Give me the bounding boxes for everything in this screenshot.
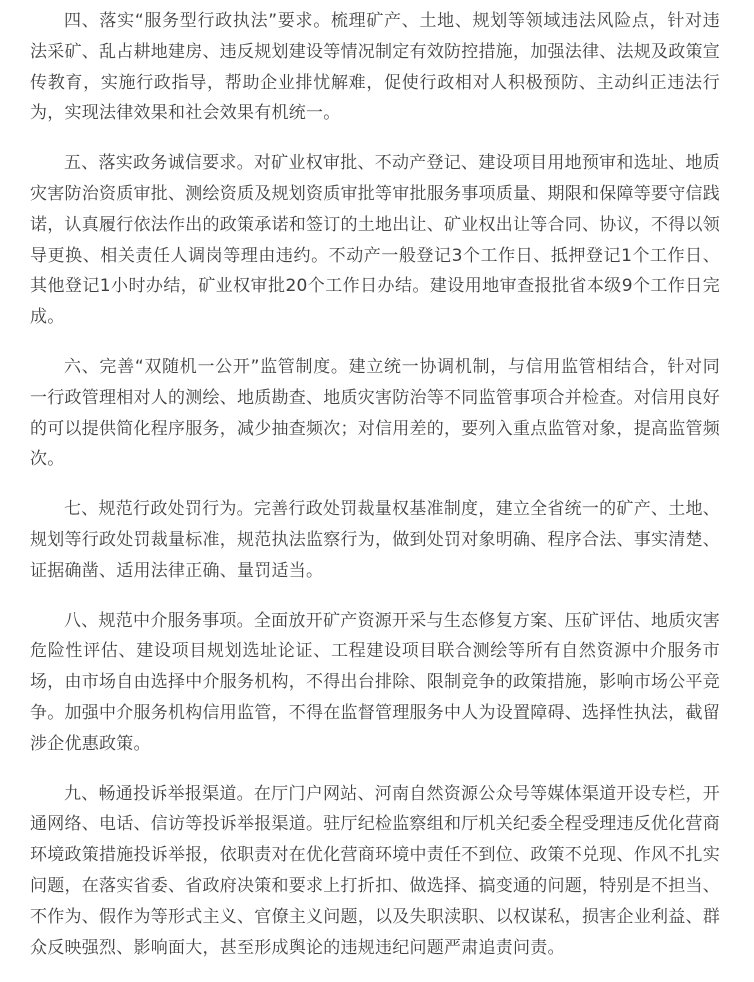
paragraph-item-4: 四、落实“服务型行政执法”要求。梳理矿产、土地、规划等领域违法风险点，针对违法采矿、乱占耕地建房、违反规划建设等情况制定有效防控措施，加强法律、法规及政策宣传教育，实施行政指导，帮助企业排忧解难，促使行政相对人积极预防、主动纠正违法行为，实现法律效果和社会效果有机统一。 — [30, 11, 720, 124]
paragraph-item-9: 九、畅通投诉举报渠道。在厅门户网站、河南自然资源公众号等媒体渠道开设专栏，开通网络、电话、信访等投诉举报渠道。驻厅纪检监察组和厅机关纪委全程受理违反优化营商环境政策措施投诉举报，依职责对在优化营商环境中责任不到位、政策不兑现、作风不扎实问题，在落实省委、省政府决策和要求上打折扣、做选择、搞变通的问题，特别是不担当、不作为、假作为等形式主义、官僚主义问题，以及失职渎职、以权谋私，损害企业利益、群众反映强烈、影响面大，甚至形成舆论的违规违纪问题严肃追责问责。 — [30, 783, 720, 958]
paragraph-item-7: 七、规范行政处罚行为。完善行政处罚裁量权基准制度，建立全省统一的矿产、土地、规划等行政处罚裁量标准，规范执法监察行为，做到处罚对象明确、程序合法、事实清楚、证据确凿、适用法律正确、量罚适当。 — [30, 499, 720, 581]
paragraph-item-8: 八、规范中介服务事项。全面放开矿产资源开采与生态修复方案、压矿评估、地质灾害危险性评估、建设项目规划选址论证、工程建设项目联合测绘等所有自然资源中介服务市场，由市场自由选择中介服务机构，不得出台排除、限制竞争的政策措施，影响市场公平竞争。加强中介服务机构信用监管，不得在监督管理服务中人为设置障碍、选择性执法，截留涉企优惠政策。 — [30, 610, 720, 754]
article-body — [30, 6, 720, 982]
paragraph-item-6: 六、完善“双随机一公开”监管制度。建立统一协调机制，与信用监管相结合，针对同一行政管理相对人的测绘、地质勘查、地质灾害防治等不同监管事项合并检查。对信用良好的可以提供简化程序服务，减少抽查频次；对信用差的，要列入重点监管对象，提高监管频次。 — [30, 356, 720, 470]
paragraph-item-5: 五、落实政务诚信要求。对矿业权审批、不动产登记、建设项目用地预审和选址、地质灾害防治资质审批、测绘资质及规划资质审批等审批服务事项质量、期限和保障等要守信践诺，认真履行依法作出的政策承诺和签订的土地出让、矿业权出让等合同、协议，不得以领导更换、相关责任人调岗等理由违约。不动产一般登记3个工作日、抵押登记1个工作日、其他登记1小时办结，矿业权审批20个工作日办结。建设用地审查报批省本级9个工作日完成。 — [30, 153, 720, 328]
